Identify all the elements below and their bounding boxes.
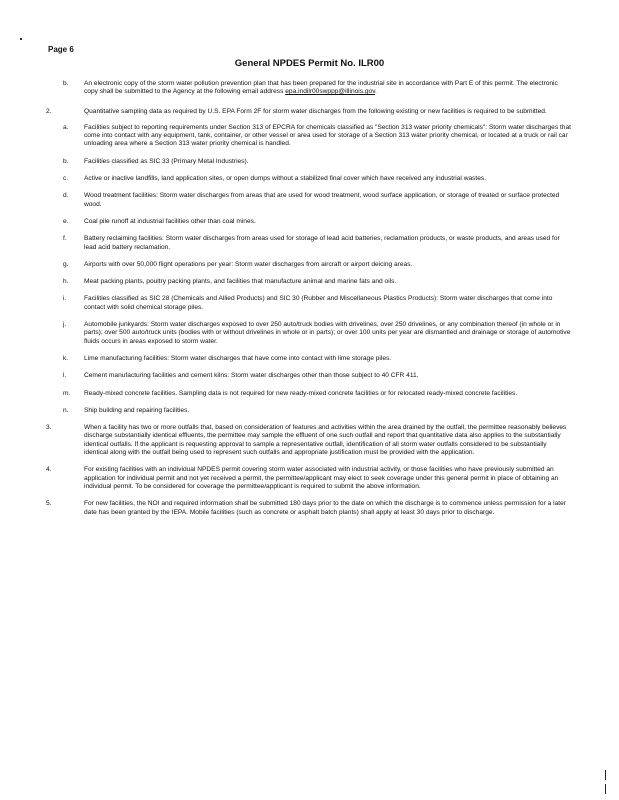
numbered-item [46, 500, 571, 517]
facility-item [46, 158, 571, 166]
item-text: For new facilities, the NOI and required information shall be submitted 180 days prior to the date on which the discharge is to commence unless permission for a later date has been granted by the IEPA. Mobile facilities (such as concrete or asphalt batch plants) shall apply at least 30 days prior to discharge. [84, 500, 566, 516]
facility-item [46, 124, 571, 149]
item-b-text: An electronic copy of the storm water pollution prevention plan that has been prepared for the industrial site in accordance with Part E of this permit. The electronic copy shall be submitted to the Agency at the following email address [84, 80, 558, 96]
item-marker: i. [63, 295, 67, 303]
facility-item [46, 261, 571, 269]
scan-artifact-dot [20, 38, 22, 40]
item-text: Meat packing plants, poultry packing plants, and facilities that manufacture animal and marine fats and oils. [84, 278, 397, 286]
item-marker: m. [63, 389, 71, 397]
item-marker: f. [63, 235, 67, 243]
scan-edge-mark [605, 770, 606, 780]
facility-item [46, 175, 571, 183]
item-text: Automobile junkyards: Storm water discharges exposed to over 250 auto/truck bodies with drivelines, over 250 drivelines, or any combination thereof (in whole or in parts); over 500 auto/truck units (bodies with or without drivelines in whole or in parts); or over 100 units per year are dismantled and drainage or storage of automotive fluids occurs in areas exposed to storm water. [84, 321, 571, 345]
facility-item [46, 278, 571, 286]
item-text: Wood treatment facilities: Storm water discharges from areas that are used for wood treatment, wood surface application, or storage of treated or surface protected wood. [84, 192, 560, 208]
item-text: Facilities subject to reporting requirements under Section 313 of EPCRA for chemicals classified as "Section 313 water priority chemicals": Storm water discharges that come into contact with any equipment, tank, container, or other vessel or area used for storage of a Section 313 water priority chemical, or located at a truck or rail car unloading area where a Section 313 water priority chemical is handled. [84, 123, 571, 148]
item-2-sampling-data [46, 108, 571, 116]
item-marker: 2. [46, 107, 52, 115]
item-marker: g. [63, 260, 69, 268]
facility-item [46, 218, 571, 226]
numbered-item [46, 424, 571, 457]
facility-item [46, 192, 571, 209]
facility-list [46, 124, 571, 415]
item-marker: n. [63, 406, 69, 414]
item-text: Ready-mixed concrete facilities. Sampling data is not required for new ready-mixed concrete facilities or for relocated ready-mixed concrete facilities. [84, 389, 518, 397]
item-text: For existing facilities with an individual NPDES permit covering storm water associated with industrial activity, or those facilities who have previously submitted an application for individual permit and not yet received a permit, the permittee/applicant may elect to seek coverage under this general permit in place of obtaining an individual permit. To be considered for coverage the permittee/applicant is required to submit the above information. [84, 466, 559, 490]
item-marker: e. [63, 217, 69, 225]
permit-body [46, 80, 571, 526]
item-text: Active or inactive landfills, land application sites, or open dumps without a stabilized final cover which have received any industrial wastes. [84, 175, 487, 183]
facility-item [46, 355, 571, 363]
page-number-label: Page 6 [48, 45, 74, 54]
item-marker: c. [63, 175, 69, 183]
item-text: Airports with over 50,000 flight operations per year: Storm water discharges from aircraft or airport deicing areas. [84, 260, 413, 268]
item-marker: b. [63, 157, 69, 165]
item-marker: k. [63, 354, 69, 362]
item-marker: l. [63, 372, 67, 380]
item-b-trailing: . [375, 88, 377, 96]
item-marker: a. [63, 123, 69, 131]
item-b-electronic-copy [46, 80, 571, 97]
item-marker: 4. [46, 466, 52, 474]
item-marker: b. [63, 80, 69, 87]
item-text: Quantitative sampling data as required by U.S. EPA Form 2F for storm water discharges from the following existing or new facilities is required to be submitted. [84, 107, 547, 115]
numbered-item [46, 466, 571, 491]
facility-item [46, 235, 571, 252]
item-text: Facilities classified as SIC 28 (Chemicals and Allied Products) and SIC 30 (Rubber and Miscellaneous Plastics Products): Storm water discharges that come into contact with solid chemical storage piles. [84, 295, 553, 311]
item-text: Battery reclaiming facilities: Storm water discharges from areas used for storage of lead acid batteries, reclamation products, or waste products, and areas used for lead acid battery reclamation. [84, 235, 560, 251]
item-text: Ship building and repairing facilities. [84, 406, 190, 414]
facility-item [46, 321, 571, 346]
item-marker: h. [63, 278, 69, 286]
facility-item [46, 295, 571, 312]
document-title: General NPDES Permit No. ILR00 [234, 58, 385, 69]
item-marker: 3. [46, 424, 52, 432]
item-text: Facilities classified as SIC 33 (Primary Metal Industries). [84, 157, 249, 165]
item-text: Cement manufacturing facilities and cement kilns: Storm water discharges other than those subject to 40 CFR 411. [84, 372, 419, 380]
item-text: Lime manufacturing facilities: Storm water discharges that have come into contact with lime storage piles. [84, 354, 392, 362]
scan-edge-mark [605, 784, 606, 794]
item-marker: j. [63, 321, 67, 329]
facility-item [46, 407, 571, 415]
item-text: When a facility has two or more outfalls that, based on consideration of features and activities within the area drained by the outfall, the permittee reasonably believes discharge substantially identical effluents, the permittee may sample the effluent of one such outfall and report that quantitative data also applies to the substantially identical outfalls. If the applicant is requesting approval to sample a representative outfall, identification of all storm water outfalls considered to be substantially identical along with the outfall being used to represent such outfalls and appropriate justification must be provided with the application. [84, 424, 567, 457]
item-text: Coal pile runoff at industrial facilities other than coal mines. [84, 217, 256, 225]
item-text [84, 80, 571, 97]
numbered-list [46, 424, 571, 517]
email-link[interactable]: epa.indilr00swppp@illinois.gov [285, 88, 376, 96]
item-marker: d. [63, 192, 69, 200]
item-marker: 5. [46, 500, 52, 508]
facility-item [46, 390, 571, 398]
facility-item [46, 372, 571, 380]
